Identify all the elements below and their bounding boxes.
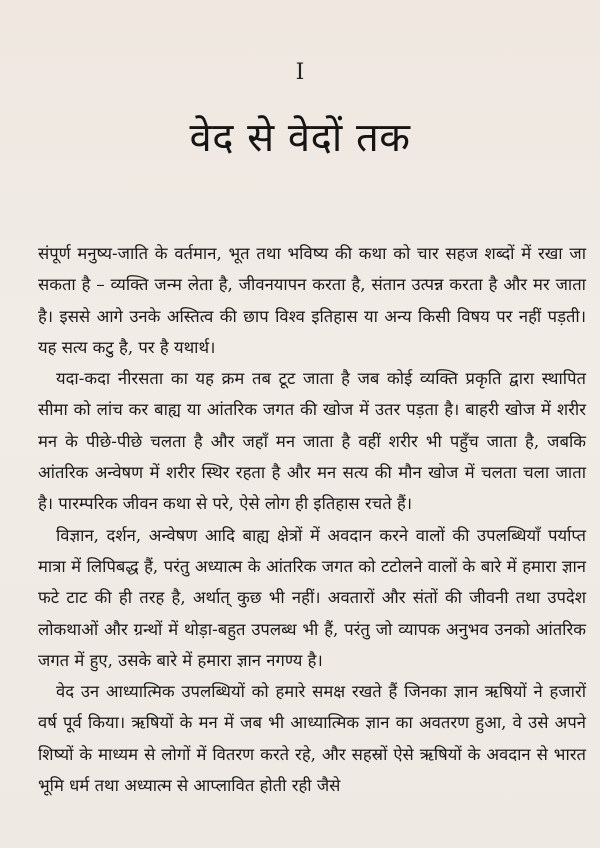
paragraph-3: विज्ञान, दर्शन, अन्वेषण आदि बाह्य क्षेत्रों में अवदान करने वालों की उपलब्धियाँ पर्याप्त मात्रा में लिपिबद्ध हैं, परंतु अध्यात्म के आंतरिक जगत को टटोलने वालों के बारे में हमारा ज्ञान फटे टाट की ही तरह है, अर्थात् कुछ भी नहीं। अवतारों और संतों की जीवनी तथा उपदेश लोकथाओं और ग्रन्थों में थोड़ा-बहुत उपलब्ध भी हैं, परंतु जो व्यापक अनुभव उनको आंतरिक जगत में हुए, उसके बारे में हमारा ज्ञान नगण्य है।: [38, 525, 586, 670]
paragraph-1: संपूर्ण मनुष्य-जाति के वर्तमान, भूत तथा भविष्य की कथा को चार सहज शब्दों में रखा जा सकता है – व्यक्ति जन्म लेता है, जीवनयापन करता है, संतान उत्पन्न करता है और मर जाता है। इससे आगे उनके अस्तित्व की छाप विश्व इतिहास या अन्य किसी विषय पर नहीं पड़ती। यह सत्य कटु है, पर है यथार्थ।: [38, 244, 586, 357]
paragraph-2: यदा-कदा नीरसता का यह क्रम तब टूट जाता है जब कोई व्यक्ति प्रकृति द्वारा स्थापित सीमा को लांच कर बाह्य या आंतरिक जगत की खोज में उतर पड़ता है। बाहरी खोज में शरीर मन के पीछे-पीछे चलता है और जहाँ मन जाता है वहीं शरीर भी पहुँच जाता है, जबकि आंतरिक अन्वेषण में शरीर स्थिर रहता है और मन सत्य की मौन खोज में चलता चला जाता है। पारम्परिक जीवन कथा से परे, ऐसे लोग ही इतिहास रचते हैं।: [38, 369, 586, 514]
body-text: [38, 238, 586, 801]
chapter-number: I: [295, 60, 305, 85]
chapter-title: वेद से वेदों तक: [189, 115, 411, 161]
paragraph-4: वेद उन आध्यात्मिक उपलब्धियों को हमारे समक्ष रखते हैं जिनका ज्ञान ऋषियों ने हजारों वर्ष पूर्व किया। ऋषियों के मन में जब भी आध्यात्मिक ज्ञान का अवतरण हुआ, वे उसे अपने शिष्यों के माध्यम से लोगों में वितरण करते रहे, और सहस्रों ऐसे ऋषियों के अवदान से भारत भूमि धर्म तथा अध्यात्म से आप्लावित होती रही जैसे: [38, 682, 586, 796]
